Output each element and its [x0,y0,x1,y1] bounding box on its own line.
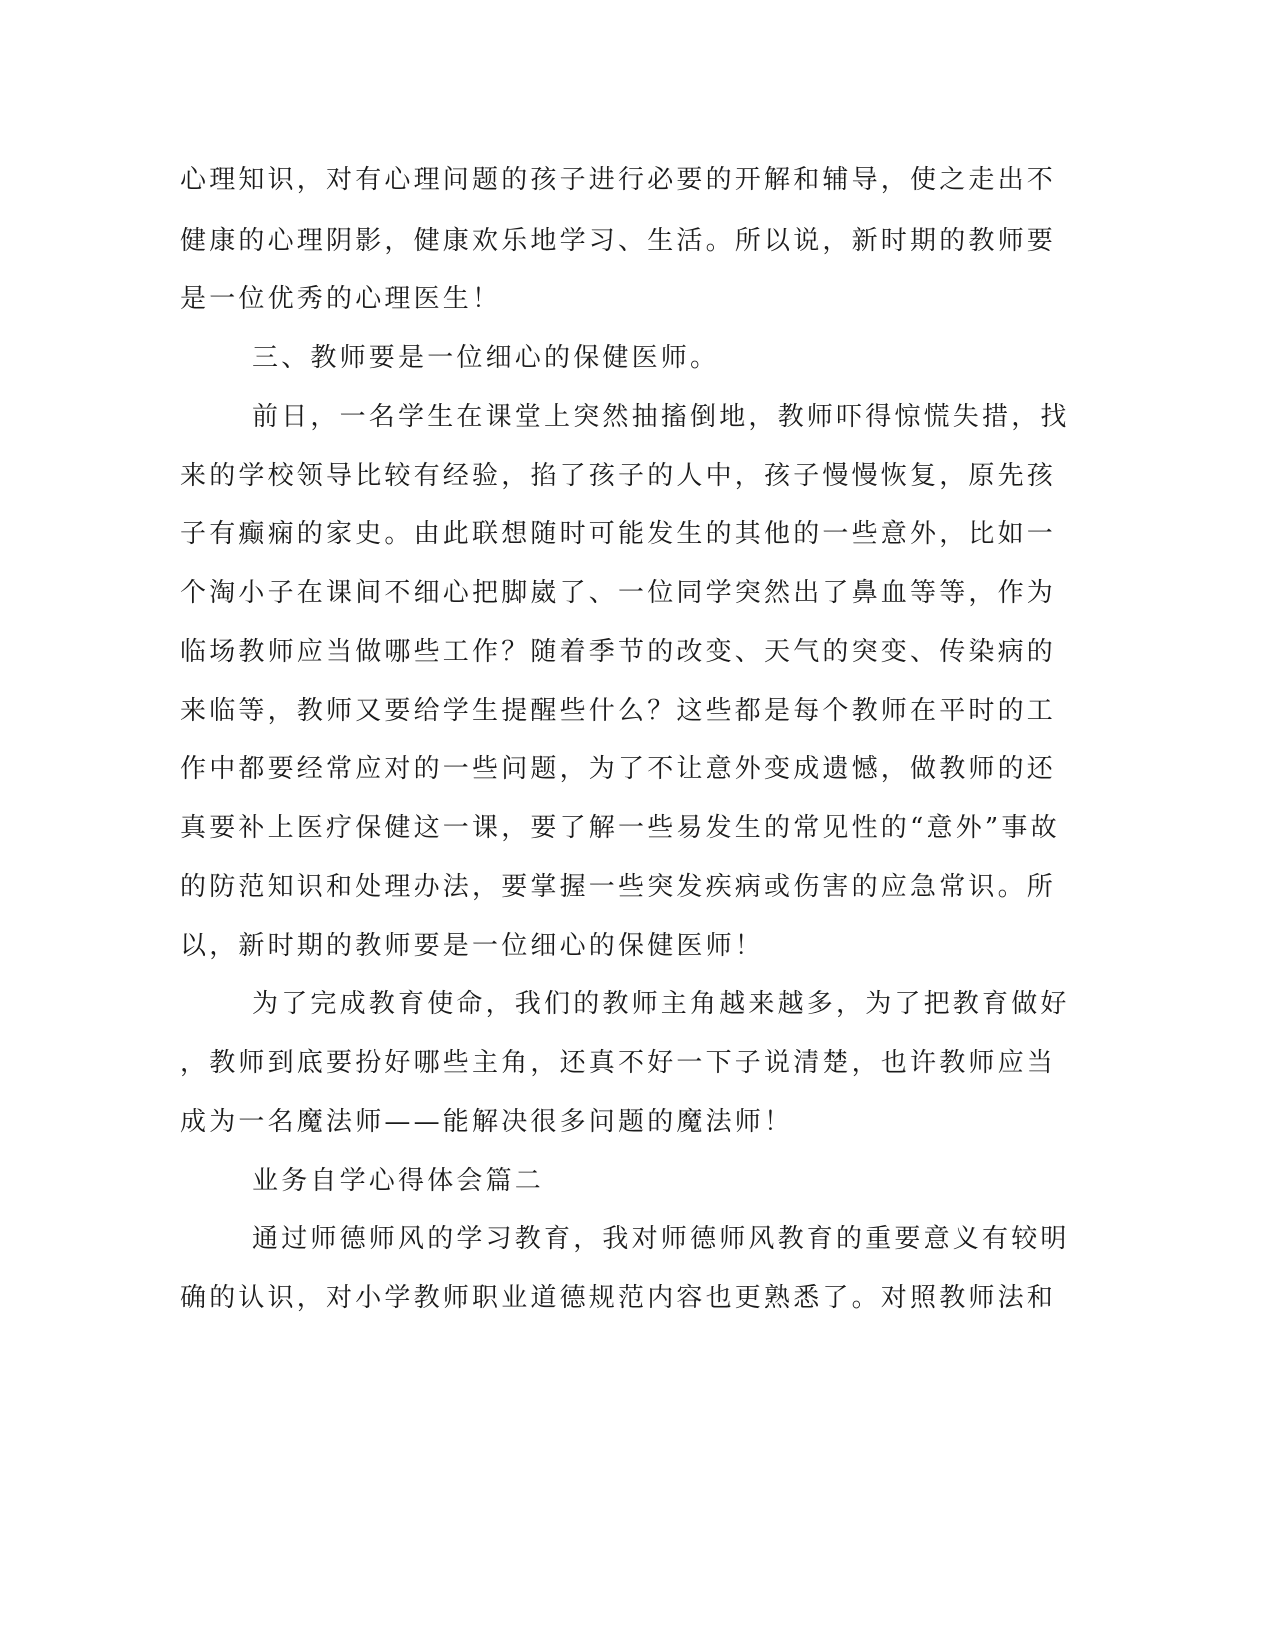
text-line: 通过师德师风的学习教育，我对师德师风教育的重要意义有较明 [252,1224,1070,1254]
text-line: 临场教师应当做哪些工作？随着季节的改变、天气的突变、传染病的 [180,637,1057,667]
text-line: 来临等，教师又要给学生提醒些什么？这些都是每个教师在平时的工 [180,696,1057,726]
text-line: 健康的心理阴影，健康欢乐地学习、生活。所以说，新时期的教师要 [180,226,1057,256]
text-line: 个淘小子在课间不细心把脚崴了、一位同学突然出了鼻血等等，作为 [180,578,1057,608]
text-line: 的防范知识和处理办法，要掌握一些突发疾病或伤害的应急常识。所 [180,872,1057,902]
text-line: 真要补上医疗保健这一课，要了解一些易发生的常见性的“意外”事故 [180,813,1060,843]
text-line: 前日，一名学生在课堂上突然抽搐倒地，教师吓得惊慌失措，找 [252,402,1070,432]
section-heading: 三、教师要是一位细心的保健医师。 [252,343,720,373]
text-line: 子有癫痫的家史。由此联想随时可能发生的其他的一些意外，比如一 [180,519,1057,549]
text-line: 成为一名魔法师——能解决很多问题的魔法师！ [180,1107,794,1137]
text-line: ，教师到底要扮好哪些主角，还真不好一下子说清楚，也许教师应当 [180,1048,1057,1078]
section-heading: 业务自学心得体会篇二 [252,1166,545,1196]
text-line: 心理知识，对有心理问题的孩子进行必要的开解和辅导，使之走出不 [180,165,1057,195]
text-line: 确的认识，对小学教师职业道德规范内容也更熟悉了。对照教师法和 [180,1283,1057,1313]
text-line: 作中都要经常应对的一些问题，为了不让意外变成遗憾，做教师的还 [180,754,1057,784]
text-line: 是一位优秀的心理医生！ [180,284,502,314]
text-line: 为了完成教育使命，我们的教师主角越来越多，为了把教育做好 [252,989,1070,1019]
text-line: 来的学校领导比较有经验，掐了孩子的人中，孩子慢慢恢复，原先孩 [180,461,1057,491]
text-line: 以，新时期的教师要是一位细心的保健医师！ [180,931,765,961]
